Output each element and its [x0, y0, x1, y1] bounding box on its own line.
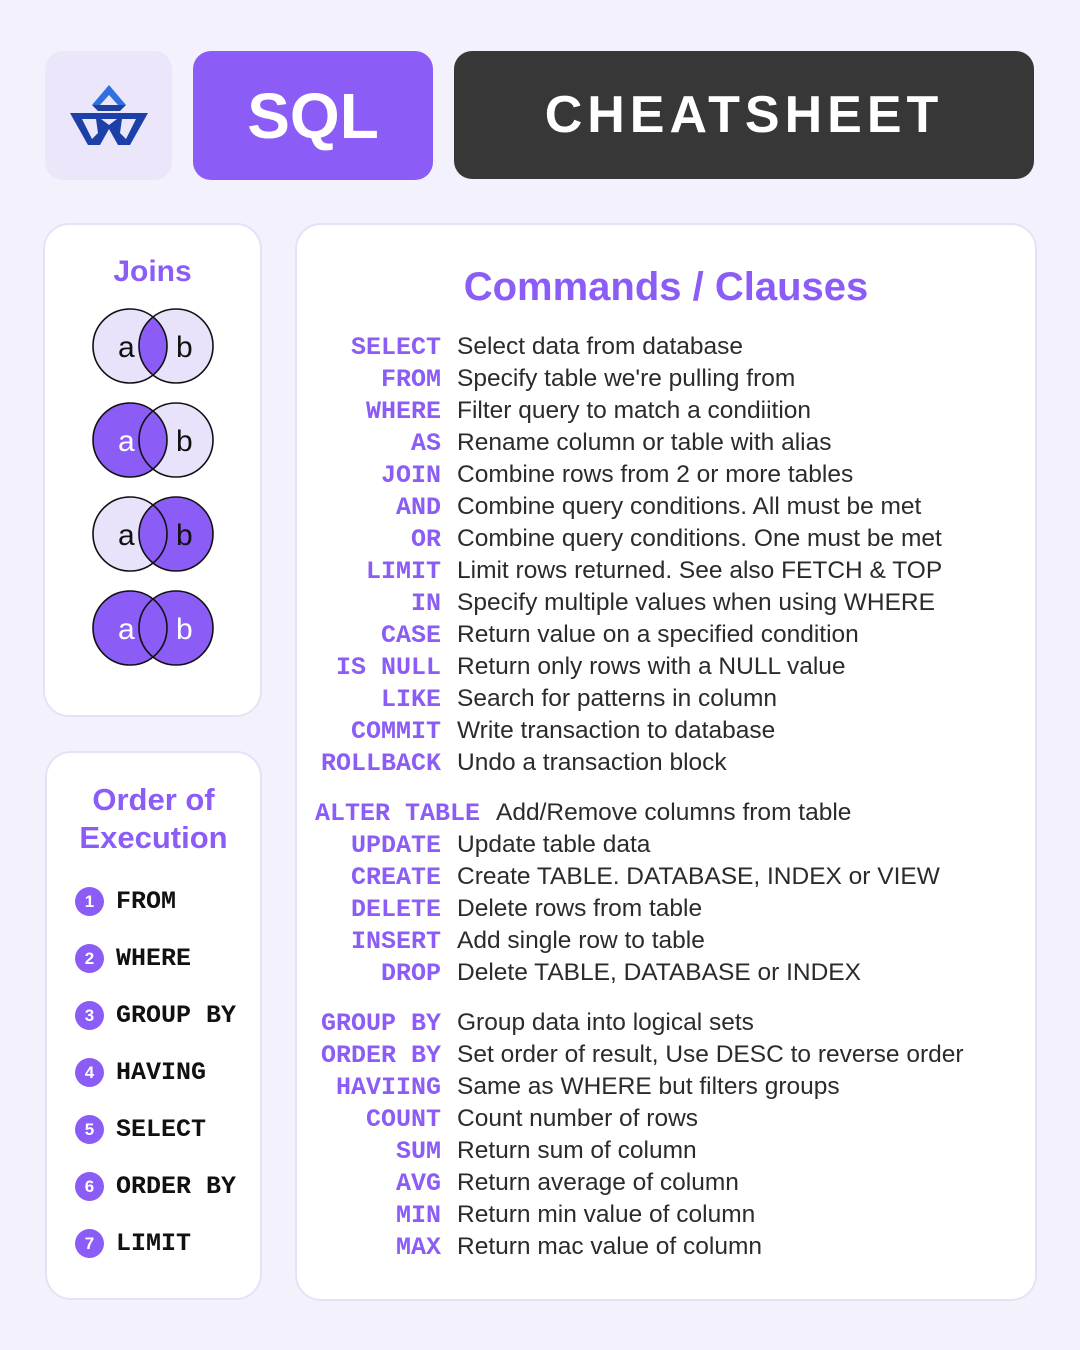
command-row — [297, 957, 861, 989]
command-keyword: IN — [410, 588, 441, 618]
order-step — [75, 987, 236, 1044]
command-row — [297, 395, 811, 427]
step-number-badge: 6 — [75, 1172, 104, 1201]
command-description: Select data from database — [457, 333, 744, 360]
command-description: Search for patterns in column — [457, 685, 778, 712]
sql-badge: SQL — [193, 51, 433, 180]
step-keyword: GROUP BY — [116, 1001, 237, 1030]
command-row — [297, 427, 832, 459]
command-description: Create TABLE. DATABASE, INDEX or VIEW — [457, 863, 940, 890]
step-number-badge: 7 — [75, 1229, 104, 1258]
step-number-badge: 2 — [75, 944, 104, 973]
step-number-badge: 5 — [75, 1115, 104, 1144]
order-step — [75, 1215, 236, 1272]
command-row — [297, 925, 705, 957]
command-row — [297, 491, 921, 523]
command-description: Undo a transaction block — [457, 749, 727, 776]
right-join-b-label: b — [176, 519, 193, 552]
command-keyword: IS NULL — [335, 652, 441, 682]
order-list — [75, 873, 236, 1272]
command-keyword: AND — [395, 492, 441, 522]
command-row — [297, 861, 940, 893]
command-row — [297, 331, 743, 363]
joins-title: Joins — [113, 255, 192, 288]
command-keyword: COMMIT — [350, 716, 441, 746]
command-description: Return min value of column — [457, 1201, 756, 1228]
command-keyword: AS — [410, 428, 441, 458]
command-keyword: WHERE — [365, 396, 441, 426]
command-keyword: DROP — [380, 958, 441, 988]
command-row — [297, 523, 942, 555]
command-row — [297, 619, 859, 651]
command-row — [297, 797, 851, 829]
command-description: Return mac value of column — [457, 1233, 763, 1260]
inner-join-a-label: a — [118, 331, 135, 364]
order-step — [75, 1044, 236, 1101]
step-number-badge: 3 — [75, 1001, 104, 1030]
inner-join-b-label: b — [176, 331, 193, 364]
command-row — [297, 1231, 762, 1263]
full-join-a-label: a — [118, 613, 135, 646]
command-row — [297, 459, 853, 491]
command-description: Delete TABLE, DATABASE or INDEX — [457, 959, 861, 986]
command-keyword: SELECT — [350, 332, 441, 362]
command-row — [297, 363, 795, 395]
cheatsheet-title: CHEATSHEET — [454, 51, 1034, 179]
command-keyword: ALTER TABLE — [314, 798, 480, 828]
command-keyword: LIMIT — [365, 556, 441, 586]
command-description: Same as WHERE but filters groups — [457, 1073, 840, 1100]
command-description: Write transaction to database — [457, 717, 776, 744]
command-keyword: DELETE — [350, 894, 441, 924]
command-keyword: CREATE — [350, 862, 441, 892]
step-keyword: FROM — [116, 887, 177, 916]
left-join-a-label: a — [118, 425, 135, 458]
command-row — [297, 1103, 698, 1135]
command-description: Set order of result, Use DESC to reverse order — [457, 1041, 964, 1068]
order-title-line1: Order of — [92, 782, 215, 817]
step-number-badge: 1 — [75, 887, 104, 916]
step-keyword: SELECT — [116, 1115, 207, 1144]
command-description: Return average of column — [457, 1169, 739, 1196]
command-description: Combine rows from 2 or more tables — [457, 461, 854, 488]
command-description: Add single row to table — [457, 927, 705, 954]
brand-logo-icon — [68, 83, 150, 149]
order-step — [75, 1101, 236, 1158]
command-row — [297, 1071, 840, 1103]
inner-join-diagram — [92, 307, 216, 387]
command-row — [297, 829, 650, 861]
command-keyword: LIKE — [380, 684, 441, 714]
command-description: Return value on a specified condition — [457, 621, 859, 648]
command-description: Return sum of column — [457, 1137, 697, 1164]
command-description: Update table data — [457, 831, 651, 858]
order-step — [75, 1158, 236, 1215]
command-keyword: COUNT — [365, 1104, 441, 1134]
command-description: Specify multiple values when using WHERE — [457, 589, 935, 616]
command-row — [297, 1199, 755, 1231]
order-title — [47, 781, 260, 857]
command-row — [297, 683, 777, 715]
command-keyword: FROM — [380, 364, 441, 394]
left-join-diagram — [92, 401, 216, 481]
full-join-b-label: b — [176, 613, 193, 646]
command-description: Add/Remove columns from table — [496, 799, 852, 826]
commands-card — [295, 223, 1037, 1301]
order-step — [75, 873, 236, 930]
joins-card — [43, 223, 262, 717]
command-row — [297, 587, 935, 619]
command-keyword: UPDATE — [350, 830, 441, 860]
command-description: Combine query conditions. One must be met — [457, 525, 942, 552]
command-row — [297, 651, 846, 683]
command-description: Filter query to match a condiition — [457, 397, 812, 424]
command-description: Count number of rows — [457, 1105, 699, 1132]
command-keyword: OR — [410, 524, 441, 554]
command-keyword: AVG — [395, 1168, 441, 1198]
command-row — [297, 1167, 739, 1199]
command-description: Return only rows with a NULL value — [457, 653, 846, 680]
command-keyword: CASE — [380, 620, 441, 650]
command-row — [297, 1007, 754, 1039]
command-description: Specify table we're pulling from — [457, 365, 796, 392]
step-keyword: LIMIT — [116, 1229, 192, 1258]
command-row — [297, 555, 942, 587]
order-of-execution-card — [45, 751, 262, 1300]
command-keyword: GROUP BY — [320, 1008, 441, 1038]
left-join-b-label: b — [176, 425, 193, 458]
command-description: Rename column or table with alias — [457, 429, 832, 456]
command-row — [297, 715, 775, 747]
command-keyword: HAVIING — [335, 1072, 441, 1102]
right-join-diagram — [92, 495, 216, 575]
command-description: Combine query conditions. All must be met — [457, 493, 922, 520]
command-description: Delete rows from table — [457, 895, 703, 922]
step-keyword: ORDER BY — [116, 1172, 237, 1201]
right-join-a-label: a — [118, 519, 135, 552]
step-number-badge: 4 — [75, 1058, 104, 1087]
command-description: Limit rows returned. See also FETCH & TOP — [457, 557, 943, 584]
command-keyword: MIN — [395, 1200, 441, 1230]
command-keyword: SUM — [395, 1136, 441, 1166]
step-keyword: HAVING — [116, 1058, 207, 1087]
command-row — [297, 1039, 964, 1071]
full-outer-join-diagram — [92, 589, 216, 669]
command-keyword: INSERT — [350, 926, 441, 956]
step-keyword: WHERE — [116, 944, 192, 973]
command-keyword: ORDER BY — [320, 1040, 441, 1070]
order-step — [75, 930, 236, 987]
order-title-line2: Execution — [79, 820, 228, 855]
command-keyword: JOIN — [380, 460, 441, 490]
brand-logo — [45, 51, 172, 180]
command-keyword: ROLLBACK — [320, 748, 441, 778]
command-row — [297, 893, 702, 925]
command-row — [297, 1135, 697, 1167]
command-keyword: MAX — [395, 1232, 441, 1262]
command-row — [297, 747, 727, 779]
commands-title: Commands / Clauses — [463, 265, 869, 309]
command-description: Group data into logical sets — [457, 1009, 754, 1036]
